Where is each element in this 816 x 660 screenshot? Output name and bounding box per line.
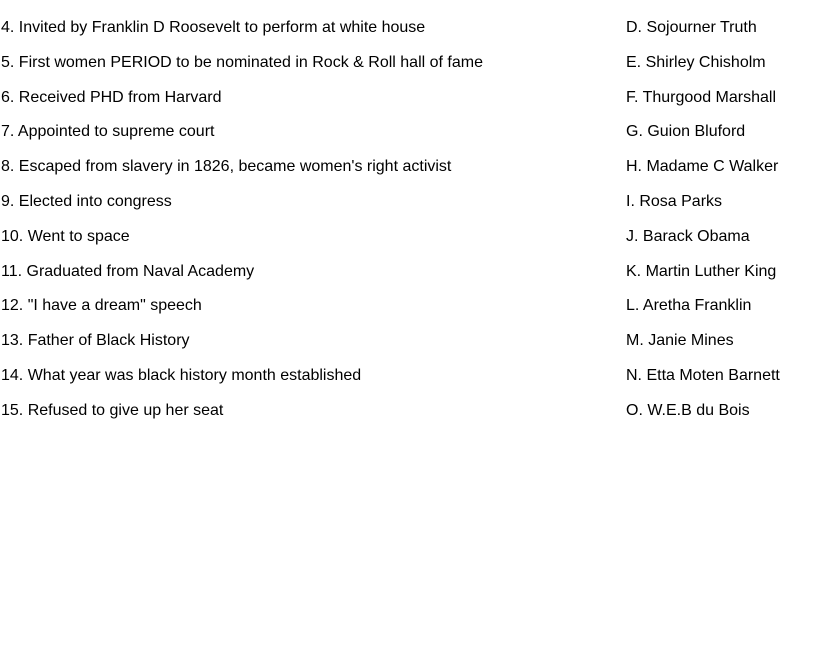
matching-row	[0, 17, 816, 52]
matching-row	[0, 52, 816, 87]
matching-row	[0, 121, 816, 156]
matching-row	[0, 295, 816, 330]
question-item: 11. Graduated from Naval Academy	[1, 262, 255, 280]
answer-item: I. Rosa Parks	[626, 192, 723, 210]
question-item: 13. Father of Black History	[1, 332, 190, 350]
answer-item: G. Guion Bluford	[626, 123, 746, 141]
question-item: 15. Refused to give up her seat	[1, 401, 224, 419]
answer-item: M. Janie Mines	[626, 332, 734, 350]
answer-item: O. W.E.B du Bois	[626, 401, 750, 419]
matching-row	[0, 365, 816, 400]
answer-item: F. Thurgood Marshall	[626, 88, 776, 106]
matching-row	[0, 226, 816, 261]
matching-row	[0, 156, 816, 191]
matching-row	[0, 191, 816, 226]
question-item: 14. What year was black history month established	[1, 366, 362, 384]
question-item: 9. Elected into congress	[1, 192, 172, 210]
matching-row	[0, 87, 816, 122]
answer-item: D. Sojourner Truth	[626, 19, 757, 36]
matching-row	[0, 330, 816, 365]
answer-item: H. Madame C Walker	[626, 158, 779, 176]
matching-row	[0, 400, 816, 435]
question-item: 4. Invited by Franklin D Roosevelt to perform at white house	[1, 19, 426, 36]
matching-row	[0, 261, 816, 296]
answer-item: J. Barack Obama	[626, 227, 750, 245]
question-item: 5. First women PERIOD to be nominated in Rock & Roll hall of fame	[1, 53, 483, 71]
question-item: 12. "I have a dream" speech	[1, 297, 202, 315]
matching-rows	[0, 17, 816, 435]
question-item: 8. Escaped from slavery in 1826, became women's right activist	[1, 158, 452, 176]
answer-item: N. Etta Moten Barnett	[626, 366, 780, 384]
question-item: 10. Went to space	[1, 227, 130, 245]
answer-item: E. Shirley Chisholm	[626, 53, 766, 71]
question-item: 7. Appointed to supreme court	[1, 123, 215, 141]
answer-item: K. Martin Luther King	[626, 262, 777, 280]
answer-item: L. Aretha Franklin	[626, 297, 752, 315]
question-item: 6. Received PHD from Harvard	[1, 88, 222, 106]
